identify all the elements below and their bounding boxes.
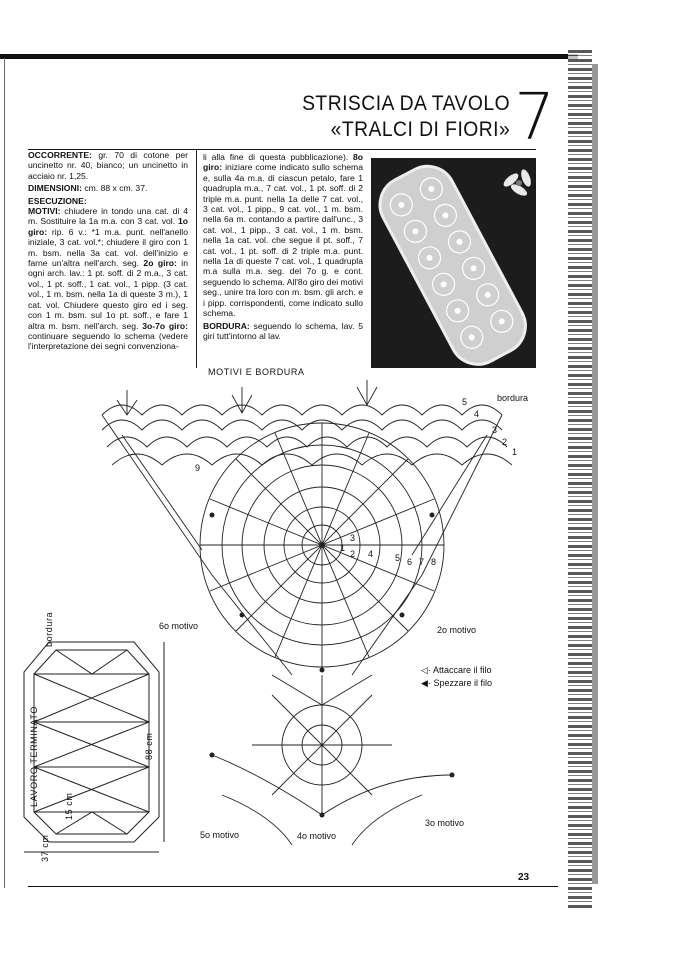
motif-2-label: 2o motivo [437, 625, 477, 635]
instructions-column-2 [203, 152, 363, 343]
title-block [270, 81, 555, 155]
length-label: 88 cm [144, 732, 154, 760]
motif-3-label: 3o motivo [425, 818, 465, 828]
diagram-title: MOTIVI E BORDURA [208, 367, 305, 377]
schematic-drawing [14, 612, 184, 867]
dimensions-text: cm. 88 x cm. 37. [81, 183, 148, 194]
border-heading: BORDURA: [203, 320, 250, 331]
finished-schematic [14, 612, 184, 867]
materials-text: gr. 70 di cotone per uncinetto nr. 40, bianco; un uncinetto in acciaio nr. 1,25. [28, 150, 188, 181]
pattern-number: 7 [514, 81, 555, 155]
border-paragraph: BORDURA: seguendo lo schema, lav. 5 giri tutt'intorno al lav. [203, 320, 363, 341]
finished-work-label: LAVORO TERMINATO [29, 706, 39, 807]
schematic-bordura-label: bordura [44, 611, 54, 647]
center-round-7: 7 [419, 557, 425, 567]
round-label-9: 9 [195, 463, 201, 473]
legend-attach: ◁· Attaccare il filo [421, 665, 492, 675]
legend-break: ◀· Spezzare il filo [421, 678, 492, 688]
round-label-5: 5 [462, 397, 468, 407]
center-round-4: 4 [368, 549, 374, 559]
attach-arrow-icon: ◁· [421, 665, 431, 675]
runner-photo [371, 158, 536, 368]
center-round-8: 8 [431, 557, 437, 567]
center-round-5: 5 [395, 553, 401, 563]
round-label-1: 1 [512, 447, 518, 457]
dimensions-heading: DIMENSIONI: [28, 183, 82, 194]
instructions-column-1 [28, 150, 197, 368]
motif-6-label: 6o motivo [159, 621, 199, 631]
motif-5-label: 5o motivo [200, 830, 240, 840]
diagram-bordura-label: bordura [497, 393, 529, 403]
runner-photo-drawing [371, 158, 536, 368]
page-subtitle: «TRALCI DI FIORI» [330, 118, 510, 141]
round-label-4: 4 [474, 409, 480, 419]
round8-paragraph: li alla fine di questa pubblicazione). 8o giro: iniziare come indicato sullo schema e, sulla 4a m.a. di ciascun petalo, fare 1 quadrupla m.a., 7 cat. vol., 1 pt. soff. di 2 triple m.a. punt. nella 1a delle 7 cat. vol., 3 cat. vol., 1 pipp., 9 cat. vol., 1 m. bsm. nella 6a m. contando a partire dall'unc., 3 cat. vol., 1 pipp., 3 cat. vol., 1 m. bsm. nella 1a cat. vol. che segue il pt. soff., 7 cat. vol., 1 pt. soff. di 2 triple m.a. punt. nella 1a di queste 7 cat. vol., 1 quadrupla m.a sulla m.a. seg. del 7o g. e cont. seguendo lo schema. All'8o giro dei motivi seg., unire tra loro con m. bsm. gli arch. e i pipp. corrispondenti, come indicato sullo schema. [203, 152, 363, 319]
round-label-2: 2 [502, 437, 508, 447]
page-number: 23 [518, 872, 530, 883]
center-round-2: 2 [350, 549, 356, 559]
execution-heading: ESECUZIONE: [28, 195, 87, 206]
motifs-paragraph: MOTIVI: chiudere in tondo una cat. di 4 m. Sostituire la 1a m.a. con 3 cat. vol. 1o giro: rip. 6 v.: *1 m.a. punt. nell'anello iniziale, 3 cat. vol.*; chiudere il giro con 1 m. bsm. nella 3a cat. vol. dell'inizio e farne un'altra nell'arch. seg. 2o giro: in ogni arch. lav.: 1 pt. soff. di 2 m.a., 3 cat. vol., 1 pt. soff., 1 cat. vol., 1 pipp. (3 cat. vol., 1 m. bsm. nella 1a di queste 3 m.), 1 cat. vol. Chiudere questo giro ed i seg. con 1 m. bsm. sul 1o pt. soff., e fare 1 altra m. bsm. nell'arch. seg. 3o-7o giro: continuare seguendo lo schema (vedere l'interpretazione dei segni convenziona- [28, 206, 189, 352]
footer-rule [28, 886, 558, 887]
motif-4-label: 4o motivo [297, 831, 337, 841]
break-arrow-icon: ◀· [421, 678, 431, 688]
materials-paragraph [28, 150, 188, 181]
inner-width-label: 15 cm [64, 792, 74, 820]
width-label: 37 cm [40, 834, 50, 862]
round-label-3: 3 [492, 425, 498, 435]
materials-heading: OCCORRENTE: [28, 150, 92, 160]
center-round-6: 6 [407, 557, 413, 567]
dimensions-paragraph [28, 183, 188, 193]
center-round-3: 3 [350, 533, 356, 543]
center-round-1: 1 [340, 543, 346, 553]
scan-edge [568, 50, 592, 910]
page-title: STRISCIA DA TAVOLO [302, 92, 510, 115]
motifs-heading: MOTIVI: [28, 206, 61, 217]
scan-edge-shadow [592, 64, 598, 884]
